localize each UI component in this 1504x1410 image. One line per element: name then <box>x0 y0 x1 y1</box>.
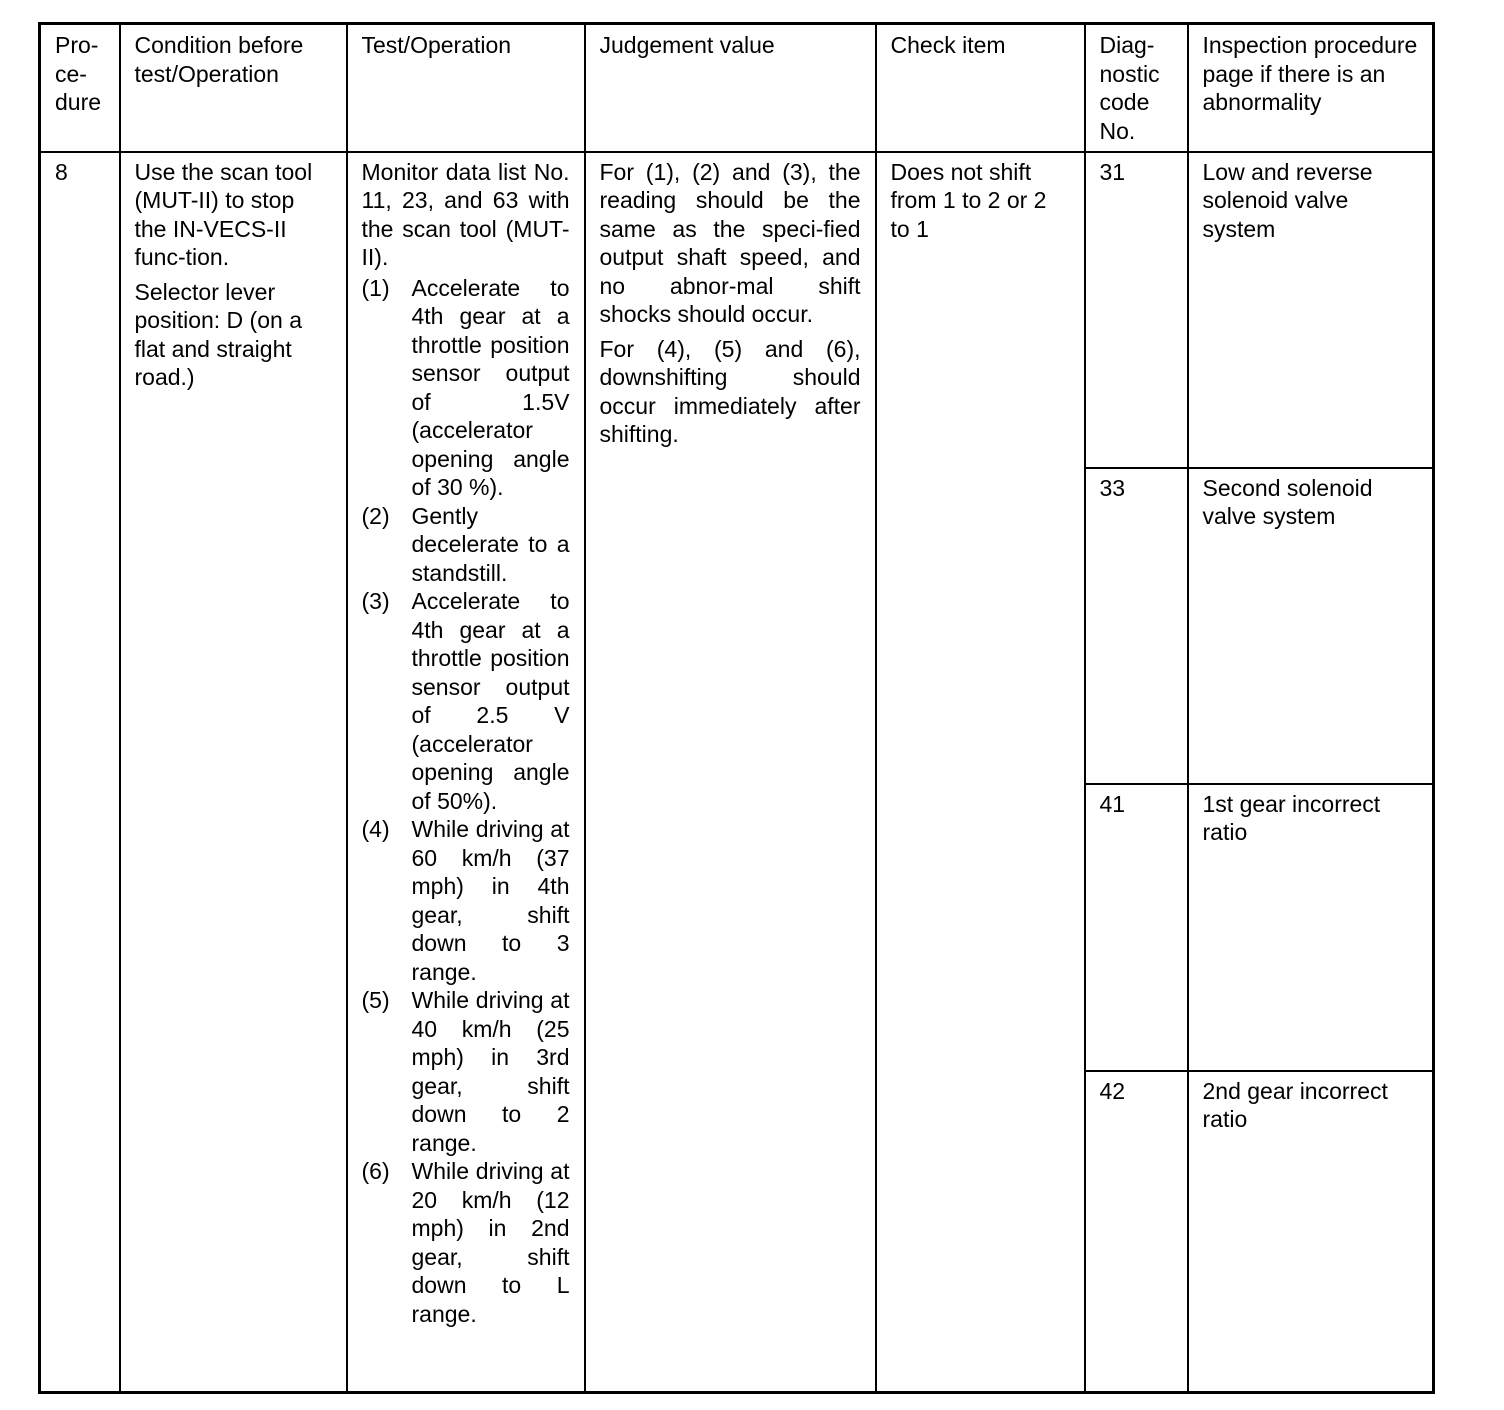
step-text: Gently decelerate to a standstill. <box>411 502 570 586</box>
cell-condition <box>120 152 347 1393</box>
header-procedure: Pro- ce- dure <box>40 24 120 152</box>
test-step <box>362 587 570 815</box>
step-text: While driving at 40 km/h (25 mph) in 3rd gear, shift down to 2 range. <box>411 987 570 1156</box>
inspection-table <box>38 22 1435 1394</box>
test-step <box>362 274 570 502</box>
cell-diagnostic-code: 33 <box>1085 468 1188 784</box>
step-number: (5) <box>361 987 390 1013</box>
table-row <box>40 152 1434 468</box>
step-text: While driving at 20 km/h (12 mph) in 2nd gear, shift down to L range. <box>411 1158 570 1327</box>
header-check-item: Check item <box>876 24 1085 152</box>
step-number: (1) <box>361 274 390 301</box>
test-step <box>362 815 570 986</box>
cell-diagnostic-code: 41 <box>1085 784 1188 1071</box>
judgement-text-1: For (1), (2) and (3), the reading should be the same as the speci-fied output shaft speed, and no abnor-mal shift shocks should occur. <box>599 158 861 327</box>
step-text: Accelerate to 4th gear at a throttle position sensor output of 1.5V (accelerator opening angle of 30 %). <box>411 274 570 500</box>
cell-judgement-value <box>585 152 876 1393</box>
test-steps <box>362 274 570 1329</box>
cell-inspection-page: 1st gear incorrect ratio <box>1188 784 1434 1071</box>
header-diagnostic-code: Diag- nostic code No. <box>1085 24 1188 152</box>
test-step <box>362 1157 570 1328</box>
test-intro: Monitor data list No. 11, 23, and 63 with the scan tool (MUT-II). <box>361 158 570 270</box>
cell-inspection-page: Second solenoid valve system <box>1188 468 1434 784</box>
header-condition: Condition before test/Operation <box>120 24 347 152</box>
condition-text-1: Use the scan tool (MUT-II) to stop the IN-VECS-II func-tion. <box>134 158 313 270</box>
condition-text-2: Selector lever position: D (on a flat and straight road.) <box>134 278 302 390</box>
step-number: (3) <box>361 588 390 614</box>
header-row <box>40 24 1434 152</box>
cell-procedure: 8 <box>40 152 120 1393</box>
header-test-operation: Test/Operation <box>347 24 585 152</box>
cell-check-item: Does not shift from 1 to 2 or 2 to 1 <box>876 152 1085 1393</box>
step-text: While driving at 60 km/h (37 mph) in 4th gear, shift down to 3 range. <box>411 816 570 985</box>
cell-inspection-page: Low and reverse solenoid valve system <box>1188 152 1434 468</box>
test-step <box>362 986 570 1157</box>
header-inspection-page: Inspection procedure page if there is an abnormality <box>1188 24 1434 152</box>
cell-diagnostic-code: 42 <box>1085 1071 1188 1393</box>
step-number: (6) <box>361 1158 390 1184</box>
header-judgement-value: Judgement value <box>585 24 876 152</box>
step-text: Accelerate to 4th gear at a throttle position sensor output of 2.5 V (accelerator opening angle of 50%). <box>411 588 570 814</box>
cell-test-operation <box>347 152 585 1393</box>
test-step <box>362 502 570 588</box>
judgement-text-2: For (4), (5) and (6), downshifting should occur immediately after shifting. <box>599 335 861 447</box>
step-number: (4) <box>361 816 390 842</box>
step-number: (2) <box>361 502 390 529</box>
cell-diagnostic-code: 31 <box>1085 152 1188 468</box>
cell-inspection-page: 2nd gear incorrect ratio <box>1188 1071 1434 1393</box>
